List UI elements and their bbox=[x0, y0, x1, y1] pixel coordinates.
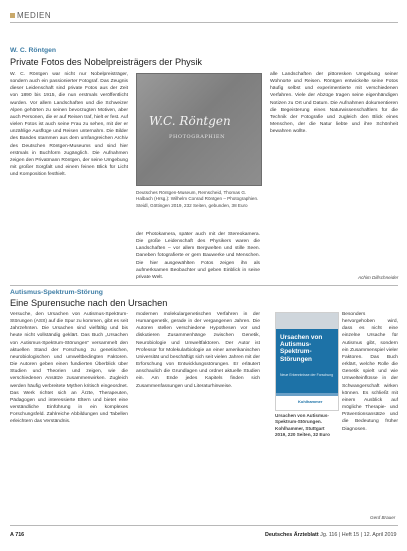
photo-signature: W.C. Röntgen bbox=[149, 114, 231, 128]
footer-journal: Deutsches Ärzteblatt Jg. 116 | Heft 15 | 12. April 2019 bbox=[265, 532, 397, 538]
article2-col3: Besonders hervorgehoben wird, dass es nicht eine einzelne Ursache für Autismus gibt, sondern ein Zusammenspiel vieler Faktoren. Das Buch erklärt, welche Rolle die Genetik spielt und wie Umwelteinflüsse in der Schwangerschaft wirken können. Es schließt mit einem Ausblick auf mögliche Therapie- und Präventionsansätze und die Bedeutung früher Diagnosen. bbox=[342, 312, 398, 432]
article1-author: Achim Dillschneider bbox=[358, 275, 399, 280]
book-cover-top bbox=[276, 313, 338, 329]
section-marker-icon bbox=[10, 13, 15, 18]
article2-kicker: Autismus-Spektrum-Störung bbox=[10, 289, 103, 296]
article1-kicker: W. C. Röntgen bbox=[10, 47, 57, 54]
roentgen-photo bbox=[136, 73, 262, 186]
top-rule bbox=[10, 22, 398, 23]
middle-rule bbox=[10, 285, 398, 286]
article2-caption: Ursachen von Autismus-Spektrum-Störungen. Kohlhammer, Stuttgart 2019, 220 Seiten, 32 Euro bbox=[275, 413, 330, 438]
article1-headline: Private Fotos des Nobelpreisträgers der Physik bbox=[10, 57, 202, 67]
section-tag: MEDIEN bbox=[10, 11, 51, 20]
article2-author: Gerd Brauer bbox=[370, 515, 396, 520]
article1-caption: Deutsches Röntgen-Museum, Remscheid, Thomas G. Halbach (Hrsg.): Wilhelm Conrad Röntgen – Photographien. Steidl, Göttingen 2019, 232 Seiten, gebunden, 38 Euro bbox=[136, 190, 259, 208]
book-title: Ursachen von Autismus-Spektrum-Störungen bbox=[280, 334, 323, 363]
article1-col1: W. C. Röntgen war nicht nur Nobelpreisträger, sondern auch ein passionierter Fotograf. Das Zeugnis dieser Leidenschaft sind private Fotos aus der Zeit von 1890 bis 1915, die nun erstmals veröffentlicht wurden. Vor allem Landschaften und die Schweizer Alpen gehörten zu seinen bevorzugten Motiven, aber auch Personen, die er auf Reisen traf, hielt er fest. Auf vielen Fotos ist auch seine Frau zu sehen, mit der er unzählige Ausflüge und Reisen unternahm. Die Bilder des Bandes stammen aus dem umfangreichen Archiv des Deutschen Röntgen-Museums und sind hier erstmals in Buchform zugänglich. Die Aufnahmen zeigen den Privatmann Röntgen, der seine Umgebung mit großer Sorgfalt und einem feinen Blick für Licht und Komposition festhielt. bbox=[10, 72, 128, 178]
photo-subtitle: PHOTOGRAPHIEN bbox=[169, 134, 226, 140]
article2-col1: Versuche, den Ursachen von Autismus-Spektrum-Störungen (ASS) auf die Spur zu kommen, gibt es seit Jahrzehnten. Die Ursachen sind vielfältig und bis heute nicht vollständig geklärt. Das Buch „Ursachen von Autismus-Spektrum-Störungen“ versammelt den aktuellen Stand der Forschung zu genetischen, neurobiologischen und umweltbedingten Faktoren. Die Autoren geben einen fundierten Überblick über Studien und Theorien und zeigen, wie die verschiedenen Ansätze zusammenwirken. Zugleich werden häufig verbreitete Mythen kritisch eingeordnet. Das Werk richtet sich an Ärzte, Therapeuten, Pädagogen und interessierte Eltern und bietet eine verständliche Einführung in ein komplexes Forschungsfeld. Zahlreiche Abbildungen und Tabellen erleichtern das Verständnis. bbox=[10, 312, 128, 425]
bottom-rule bbox=[10, 525, 398, 526]
page-number: A 716 bbox=[10, 532, 25, 538]
article1-col3: alle Landschaften der pittoresken Umgebung seiner Wohnorte und Reisen. Röntgen entwickelte seine Fotos häufig selbst und experimentierte mit verschiedenen Verfahren. Viele der Abzüge tragen seine eigenhändigen Notizen zu Ort und Datum. Die Aufnahmen dokumentieren die Begeisterung eines Naturwissenschaftlers für die Technik der Fotografie und zugleich den Blick eines Menschen, der die Natur liebte und ihre Schönheit bewahren wollte. bbox=[270, 72, 398, 135]
book-cover bbox=[275, 312, 339, 411]
book-cover-panel bbox=[276, 329, 338, 393]
article2-headline: Eine Spurensuche nach den Ursachen bbox=[10, 298, 168, 308]
book-logo: Kohlhammer bbox=[298, 399, 323, 404]
article2-col2: modernen molekulargenetischen Verfahren in der Humangenetik, gerade in der vergangenen Jahren. Die Autoren stellen verschiedene Hypothesen vor und diskutieren Zusammenhänge zwischen Genetik, Neurobiologie und Umweltfaktoren. Der Autor ist Professor für Molekularbiologie an einer amerikanischen Universität und beschäftigt sich seit vielen Jahren mit der Erforschung von Entwicklungsstörungen. Er erläutert anschaulich die Grundlagen und ordnet aktuelle Studien ein. Am Ende jedes Kapitels finden sich Zusammenfassungen und Literaturhinweise. bbox=[136, 312, 260, 389]
book-subtitle: Neue Erkenntnisse der Forschung bbox=[280, 373, 334, 377]
article1-col2: der Photokamera, später auch mit der Stereokamera. Die große Leidenschaft des Physikers waren die Landschaften – vor allem Bergwelten und stille Seen. Daneben fotografierte er gern Bauwerke und Menschen. Die hier ausgewählten Fotos zeigen ihn als aufmerksamen Beobachter und geben Einblick in seine private Welt. bbox=[136, 232, 260, 280]
footer-issue: Jg. 116 | Heft 15 | 12. April 2019 bbox=[320, 532, 397, 538]
book-cover-stripe bbox=[276, 393, 338, 396]
